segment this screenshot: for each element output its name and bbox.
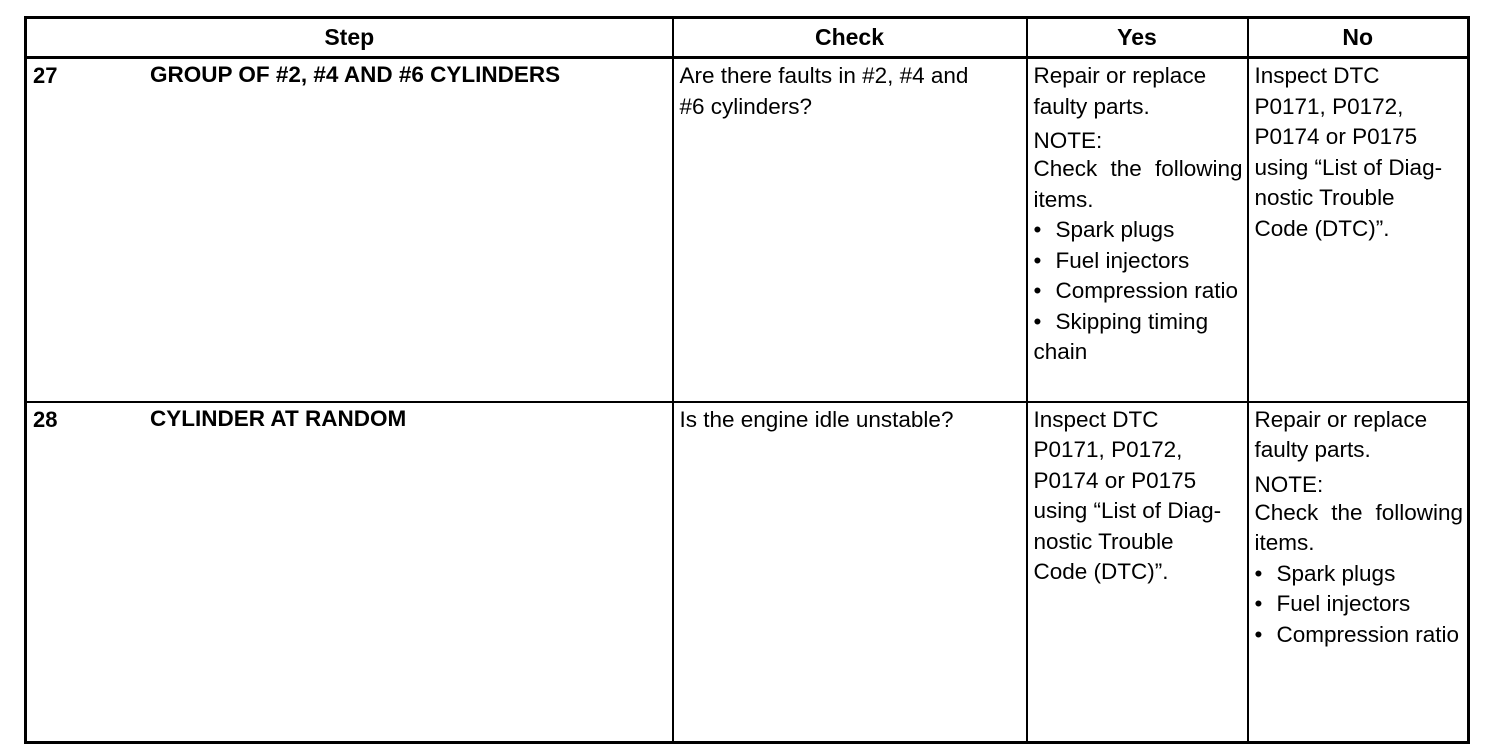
- bullet-text: Fuel injectors: [1276, 591, 1411, 616]
- note-text-value: Check the following items.: [1254, 499, 1463, 555]
- step-cell: [26, 58, 673, 402]
- diagnostic-table: [24, 16, 1470, 744]
- header-yes: Yes: [1027, 18, 1248, 58]
- bullet-item: [1034, 307, 1243, 368]
- check-line: Is the engine idle unstable?: [679, 406, 954, 432]
- no-line: Inspect DTC: [1254, 63, 1380, 88]
- step-title: GROUP OF #2, #4 AND #6 CYLINDERS: [150, 62, 561, 87]
- check-cell: [673, 58, 1027, 402]
- bullet-icon: •: [1033, 278, 1042, 303]
- bullet-item: [1255, 589, 1464, 620]
- step-cell: [26, 402, 673, 743]
- step-number: 28: [33, 406, 58, 432]
- bullet-icon: •: [1033, 217, 1042, 242]
- check-line: #6 cylinders?: [679, 93, 813, 119]
- no-line: Repair or replace: [1254, 406, 1428, 432]
- yes-line: Code (DTC)”.: [1033, 559, 1169, 584]
- bullet-text: Compression ratio: [1276, 621, 1460, 647]
- note-text: [1034, 154, 1243, 215]
- bullet-text: Fuel injectors: [1055, 247, 1190, 273]
- header-step: Step: [26, 18, 673, 58]
- check-line: Are there faults in #2, #4 and: [679, 63, 969, 88]
- step-title: CYLINDER AT RANDOM: [150, 405, 407, 431]
- no-line: P0171, P0172,: [1254, 93, 1404, 119]
- note-text-value: Check the following items.: [1033, 156, 1243, 212]
- check-cell: [673, 402, 1027, 743]
- yes-line: P0174 or P0175: [1033, 467, 1197, 493]
- yes-line: using “List of Diag-: [1033, 498, 1222, 523]
- no-line: faulty parts.: [1254, 437, 1371, 462]
- bullet-icon: •: [1254, 591, 1263, 616]
- header-check: Check: [673, 18, 1027, 58]
- bullet-item: [1255, 559, 1464, 590]
- note-label: NOTE:: [1254, 471, 1324, 497]
- bullet-item: [1034, 276, 1243, 307]
- bullet-icon: •: [1033, 247, 1042, 273]
- no-line: using “List of Diag-: [1254, 154, 1443, 180]
- bullet-item: [1034, 215, 1243, 246]
- table-row: [26, 58, 1469, 402]
- bullet-item: [1255, 620, 1464, 651]
- yes-line: nostic Trouble: [1033, 528, 1174, 554]
- bullet-icon: •: [1254, 621, 1263, 647]
- header-no: No: [1248, 18, 1469, 58]
- note-text: [1255, 498, 1464, 559]
- step-number: 27: [33, 63, 58, 88]
- bullet-icon: •: [1033, 308, 1042, 334]
- yes-cell: [1027, 58, 1248, 402]
- bullet-icon: •: [1254, 560, 1263, 586]
- bullet-text: Spark plugs: [1276, 560, 1396, 586]
- bullet-text: Compression ratio: [1055, 278, 1239, 303]
- no-line: nostic Trouble: [1254, 185, 1395, 210]
- bullet-text: Skipping timing chain: [1033, 308, 1209, 364]
- note-label: NOTE:: [1033, 128, 1103, 153]
- no-cell: [1248, 58, 1469, 402]
- yes-cell: [1027, 402, 1248, 743]
- yes-line: Repair or replace: [1033, 63, 1207, 88]
- bullet-item: [1034, 246, 1243, 277]
- yes-line: faulty parts.: [1033, 93, 1150, 119]
- no-line: Code (DTC)”.: [1254, 215, 1390, 241]
- no-cell: [1248, 402, 1469, 743]
- bullet-text: Spark plugs: [1055, 217, 1175, 242]
- no-line: P0174 or P0175: [1254, 124, 1418, 149]
- yes-line: P0171, P0172,: [1033, 437, 1183, 462]
- header-row: [26, 18, 1469, 58]
- yes-line: Inspect DTC: [1033, 406, 1159, 432]
- table-row: [26, 402, 1469, 743]
